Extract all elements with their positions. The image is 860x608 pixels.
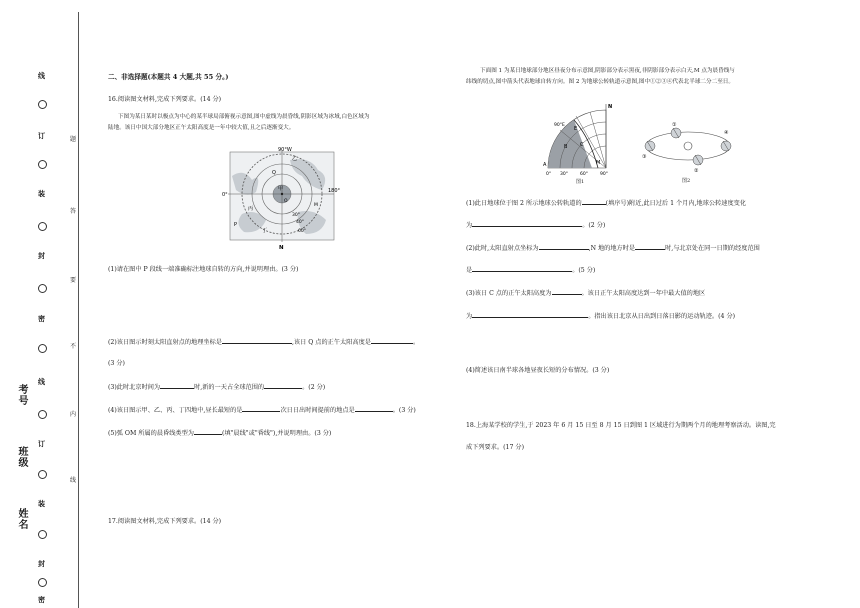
- binding-char: 封: [38, 559, 45, 568]
- right-q3-text-d: 。指出该日北京从日出到日落日影的运动轨迹。(4 分): [588, 313, 736, 320]
- q16-2-text-a: (2)该日图示时刻太阳直射点的地理坐标是: [108, 339, 222, 346]
- fig1-label-n: N: [608, 104, 613, 110]
- right-q4: (4)简述该日南半球各地昼夜长短的分布情况。(3 分): [466, 367, 610, 374]
- map-label-north: N: [279, 245, 284, 250]
- right-q2-text-c: 时,与北京处在同一日期的经度范围: [665, 245, 760, 252]
- right-q1-text-d: 。(2 分): [582, 222, 606, 229]
- q17-title: 17.阅读图文材料,完成下列要求。(14 分): [108, 518, 222, 525]
- q16-intro-line-2: 陆地。该日中国大部分地区正午太阳高度是一年中较大值,且之后逐渐变大。: [108, 124, 295, 131]
- map-label-lat1: 30°: [292, 213, 300, 218]
- binding-circle: [38, 344, 47, 353]
- right-q1-blank-1[interactable]: [582, 198, 606, 205]
- name-label: 姓名: [16, 508, 27, 530]
- right-q2-text-e: 。(5 分): [572, 267, 596, 274]
- right-q3: [466, 288, 705, 298]
- q16-part-3: [108, 382, 325, 392]
- binding-char: 线: [38, 71, 45, 80]
- fig2-label-4: ④: [724, 130, 729, 136]
- map-label-right: 180°: [328, 188, 340, 194]
- binding-hint-char: 线: [70, 477, 77, 484]
- q16-2-text-c: 。: [413, 339, 420, 346]
- map-label-o: O: [284, 199, 288, 204]
- q16-title: 16.阅读图文材料,完成下列要求。(14 分): [108, 96, 222, 103]
- polar-map-figure: [222, 146, 340, 250]
- map-label-p: P: [234, 222, 238, 228]
- binding-hint-char: 内: [70, 411, 77, 418]
- binding-char: 订: [38, 131, 45, 140]
- binding-circle: [38, 222, 47, 231]
- q16-4-blank-1[interactable]: [242, 405, 280, 412]
- q16-3-blank-2[interactable]: [264, 382, 302, 389]
- fig2-label-1: ①: [672, 122, 677, 128]
- fig1-label-90e: 90°E: [554, 123, 565, 128]
- binding-hint-char: 要: [70, 277, 77, 284]
- right-q2-text-a: (2)此时,太阳直射点坐标为: [466, 245, 539, 252]
- figure-1-caption: 图1: [576, 179, 585, 185]
- binding-hint-char: 答: [70, 208, 77, 215]
- q16-3-text-a: (3)此时北京时间为: [108, 384, 161, 391]
- right-q1-text-a: (1)此日地球位于图 2 所示地球公转轨道的: [466, 200, 582, 207]
- q16-2-score: (3 分): [108, 360, 125, 367]
- binding-char: 密: [38, 595, 45, 604]
- fig1-label-m: M: [596, 160, 601, 166]
- binding-char: 装: [38, 499, 45, 508]
- fig1-label-a: A: [543, 162, 547, 168]
- q16-intro-line-1: 下图为某日某时以极点为中心的某半球局部俯视示意图,图中虚线为晨昏线,阴影区域为冰域,白色区域为: [118, 114, 370, 120]
- right-q3-text-a: (3)该日 C 点的正午太阳高度为: [466, 290, 552, 297]
- binding-char: 装: [38, 189, 45, 198]
- right-intro-line-1: 下面图 1 为某日地球部分地区昼夜分布示意图,阴影部分表示黑夜,非阴影部分表示白天,M 点为晨昏线与: [480, 68, 735, 74]
- binding-circle: [38, 100, 47, 109]
- right-q2: [466, 243, 760, 253]
- binding-circle: [38, 284, 47, 293]
- map-label-lat3: 60°: [298, 229, 306, 234]
- map-label-lat2: 40°: [296, 220, 304, 225]
- q16-part-5: [108, 428, 331, 438]
- q16-5-text-b: (填"晨线"或"昏线"),并说明理由。(3 分): [221, 430, 332, 437]
- q16-3-blank-1[interactable]: [160, 382, 194, 389]
- right-q1-text-c: 为: [466, 222, 473, 229]
- binding-line: [78, 12, 79, 608]
- q16-3-text-c: 。(2 分): [302, 384, 326, 391]
- right-intro: [466, 66, 814, 87]
- figure-2-orbit: [642, 118, 734, 172]
- right-q1-cont: [466, 220, 605, 230]
- map-label-left: 0°: [222, 192, 228, 198]
- binding-char: 密: [38, 314, 45, 323]
- exam-number-label: 考号: [16, 384, 27, 406]
- q16-2-blank-2[interactable]: [371, 337, 413, 344]
- right-q3-text-c: 为: [466, 313, 473, 320]
- right-q2-blank-3[interactable]: [472, 265, 572, 272]
- binding-circle: [38, 470, 47, 479]
- binding-circle: [38, 578, 47, 587]
- map-label-d: 丁: [262, 228, 268, 234]
- right-q1-blank-2[interactable]: [472, 220, 582, 227]
- fig1-label-x60: 60°: [580, 172, 588, 177]
- right-q2-blank-1[interactable]: [539, 243, 589, 250]
- map-label-c: 丙: [248, 206, 254, 212]
- right-q3-blank-2[interactable]: [472, 311, 588, 318]
- binding-circle: [38, 530, 47, 539]
- figure-1-day-night: [540, 102, 622, 178]
- q16-4-blank-2[interactable]: [355, 405, 393, 412]
- fig1-label-c: C: [580, 142, 584, 148]
- binding-char: 封: [38, 251, 45, 260]
- map-label-b: 乙: [292, 156, 298, 162]
- q16-5-text-a: (5)弧 OM 所属的晨昏线类型为: [108, 430, 194, 437]
- binding-circle: [38, 410, 47, 419]
- q16-part-4: [108, 405, 416, 415]
- binding-char: 订: [38, 439, 45, 448]
- right-intro-line-2: 纬线的切点,图中箭头代表地球自转方向。图 2 为地球公转轨道示意图,图中①②③④代表北半球二分二至日。: [466, 78, 734, 85]
- q16-4-text-a: (4)该日图示甲、乙、丙、丁四地中,昼长最短的是: [108, 407, 243, 414]
- right-q3-cont: [466, 311, 735, 321]
- q18-line-2: 成下列要求。(17 分): [466, 444, 524, 451]
- q16-part-1: (1)请在图中 P 段线一端准确标注地球自转的方向,并说明理由。(3 分): [108, 266, 299, 273]
- map-label-q: Q: [272, 170, 276, 176]
- q16-5-blank-1[interactable]: [194, 428, 222, 435]
- right-q2-text-b: ,N 地的地方时是: [588, 245, 636, 252]
- map-label-a: 甲: [278, 186, 284, 192]
- fig1-label-x0: 0°: [546, 172, 552, 177]
- q16-part-2: [108, 337, 419, 347]
- figure-2-caption: 图2: [682, 178, 691, 184]
- fig1-label-b: B: [564, 144, 568, 150]
- right-q2-blank-2[interactable]: [635, 243, 665, 250]
- binding-hint-char: 题: [70, 136, 77, 143]
- q18-line-1: 18.上海某学校的学生,于 2023 年 6 月 15 日至 8 月 15 日到图 1 区域进行为期两个月的地理考察活动。读图,完: [466, 422, 776, 429]
- right-q1: [466, 198, 746, 208]
- fig1-label-e: E: [574, 126, 578, 132]
- binding-circle: [38, 160, 47, 169]
- right-q3-blank-1[interactable]: [552, 288, 582, 295]
- fig2-label-3: ③: [642, 154, 647, 160]
- map-label-m: M: [314, 203, 318, 208]
- q16-intro: [108, 112, 448, 133]
- map-label-top: 90°W: [278, 147, 292, 153]
- section-title: 二、非选择题(本题共 4 大题,共 55 分。): [108, 73, 229, 81]
- right-q1-text-b: (填序号)附近,此日过后 1 个月内,地球公转速度变化: [605, 200, 747, 207]
- q16-2-blank-1[interactable]: [222, 337, 292, 344]
- q16-3-text-b: 时,新的一天占全球范围的: [194, 384, 265, 391]
- q16-2-text-b: ,该日 Q 点的正午太阳高度是: [291, 339, 371, 346]
- right-q2-text-d: 是: [466, 267, 473, 274]
- binding-char: 线: [38, 377, 45, 386]
- q16-4-text-b: 次日日出时间提前的地点是: [280, 407, 355, 414]
- fig2-label-2: ②: [694, 168, 699, 172]
- right-q3-text-b: 。该日正午太阳高度达到一年中最大值的地区: [581, 290, 706, 297]
- binding-hint-char: 不: [70, 343, 77, 350]
- q16-4-text-c: 。(3 分): [392, 407, 416, 414]
- class-label: 班级: [16, 446, 27, 468]
- fig1-label-x90: 90°: [600, 172, 608, 177]
- right-q2-cont: [466, 265, 595, 275]
- fig1-label-x30: 30°: [560, 172, 568, 177]
